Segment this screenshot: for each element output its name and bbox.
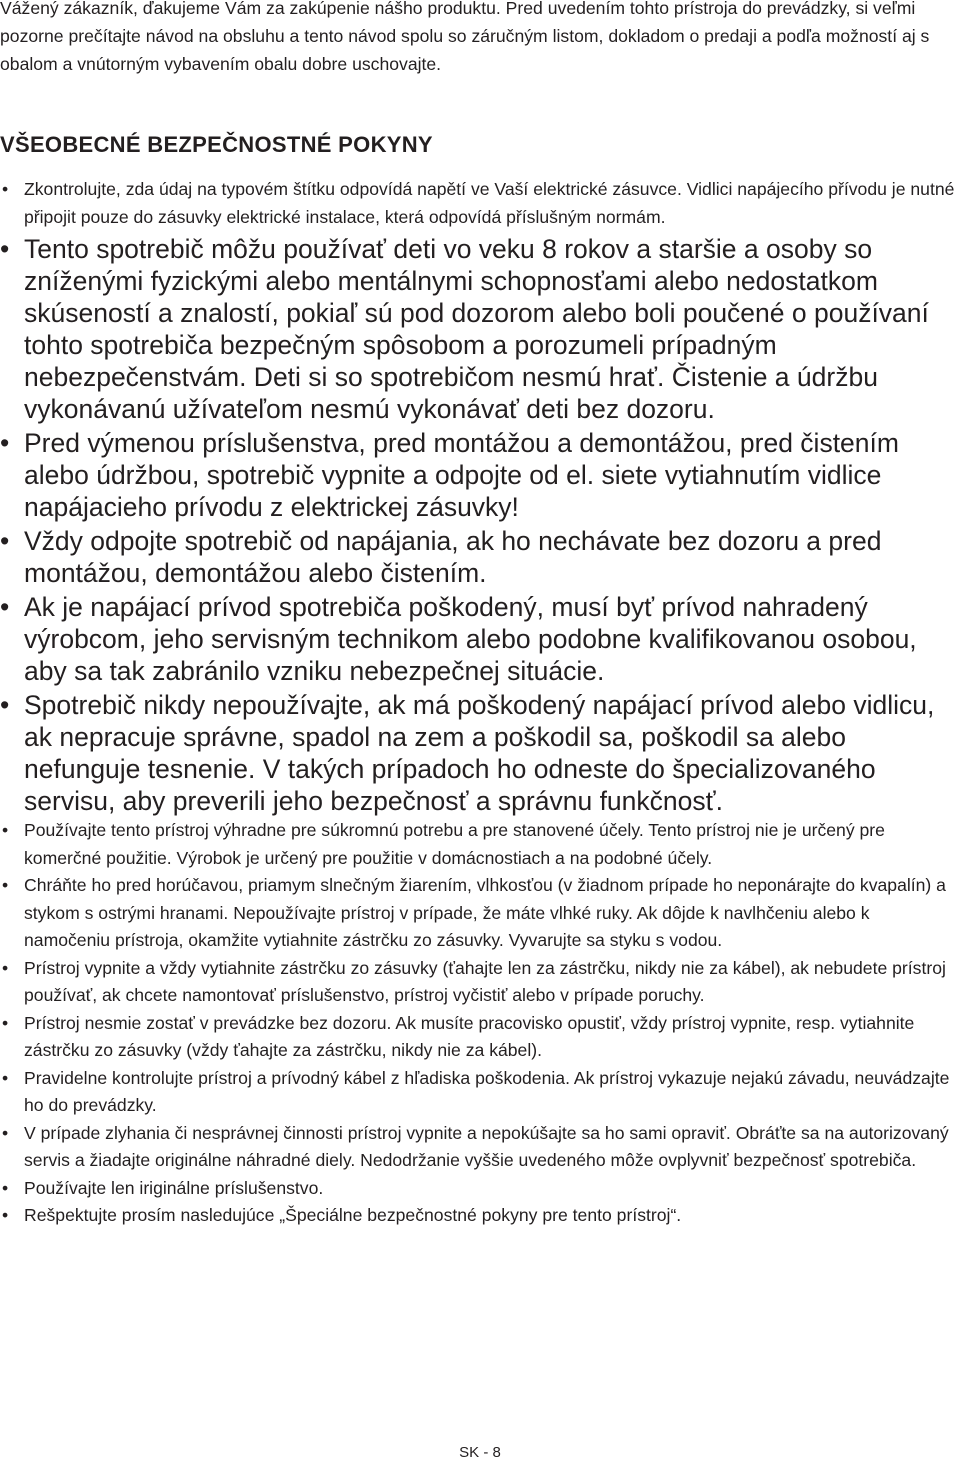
list-item: [0, 955, 956, 1010]
safety-list: [0, 176, 956, 1230]
intro-paragraph: Vážený zákazník, ďakujeme Vám za zakúpenie nášho produktu. Pred uvedením tohto prístroja do prevádzky, si veľmi pozorne prečítajte návod na obsluhu a tento návod spolu so záručným listom, dokladom o predaji a podľa možností aj s obalom a vnútorným vybavením obalu dobre uschovajte.: [0, 0, 930, 74]
list-item: [0, 233, 956, 425]
list-item-text: Používajte tento prístroj výhradne pre súkromnú potrebu a pre stanovené účely. Tento prístroj nie je určený pre komerčné použitie. Výrobok je určený pre použitie v domácnostiach a na podobné účely.: [24, 820, 885, 868]
list-item-text: Prístroj vypnite a vždy vytiahnite zástrčku zo zásuvky (ťahajte len za zástrčku, nikdy nie za kábel), ak nebudete prístroj používať, ak chcete namontovať príslušenstvo, prístroj vyčistiť alebo v prípade poruchy.: [24, 957, 946, 1005]
list-item: [0, 1175, 956, 1203]
list-item: [0, 1065, 956, 1120]
list-item-text: Vždy odpojte spotrebič od napájania, ak ho nechávate bez dozoru a pred montážou, demontážou alebo čistením.: [24, 526, 882, 588]
bullet-icon: •: [2, 1067, 9, 1088]
section-heading: VŠEOBECNÉ BEZPEČNOSTNÉ POKYNY: [0, 132, 433, 157]
list-item-text: Rešpektujte prosím nasledujúce „Špeciálne bezpečnostné pokyny pre tento prístroj“.: [24, 1205, 682, 1225]
bullet-icon: •: [2, 957, 9, 978]
bullet-icon: •: [2, 1122, 9, 1143]
list-item-text: Pred výmenou príslušenstva, pred montážou a demontážou, pred čistením alebo údržbou, spotrebič vypnite a odpojte od el. siete vytiahnutím vidlice napájacieho prívodu z elektrickej zásuvky!: [24, 428, 899, 522]
bullet-icon: •: [0, 526, 10, 556]
bullet-icon: •: [0, 428, 10, 458]
list-item: [0, 817, 956, 872]
list-item: [0, 427, 956, 523]
list-item-text: Používajte len iriginálne príslušenstvo.: [24, 1177, 324, 1198]
bullet-icon: •: [2, 179, 9, 199]
bullet-icon: •: [2, 875, 9, 895]
list-item-text: Prístroj nesmie zostať v prevádzke bez dozoru. Ak musíte pracovisko opustiť, vždy prístroj vypnite, resp. vytiahnite zástrčku zo zásuvky (vždy ťahajte za zástrčku, nikdy nie za kábel).: [24, 1012, 915, 1060]
page-number: SK - 8: [459, 1444, 501, 1461]
bullet-icon: •: [2, 1177, 9, 1198]
list-item: [0, 1120, 956, 1175]
list-item-text: Pravidelne kontrolujte prístroj a prívodný kábel z hľadiska poškodenia. Ak prístroj vykazuje nejakú závadu, neuvádzajte ho do prevádzky.: [24, 1067, 950, 1115]
list-item-text: Zkontrolujte, zda údaj na typovém štítku odpovídá napětí ve Vaší elektrické zásuvce. Vidlici napájecího přívodu je nutné připojit pouze do zásuvky elektrické instalace, která odpovídá příslušným normám.: [24, 179, 955, 227]
list-item-text: Spotrebič nikdy nepoužívajte, ak má poškodený napájací prívod alebo vidlicu, ak nepracuje správne, spadol na zem a poškodil sa, poškodil sa alebo nefunguje tesnenie. V takých prípadoch ho odneste do špecializovaného servisu, aby preverili jeho bezpečnosť a správnu funkčnosť.: [24, 690, 935, 816]
bullet-icon: •: [2, 820, 9, 840]
bullet-icon: •: [2, 1205, 9, 1225]
list-item-text: Chráňte ho pred horúčavou, priamym slnečným žiarením, vlhkosťou (v žiadnom prípade ho neponárajte do kvapalín) a stykom s ostrými hranami. Nepoužívajte prístroj v prípade, že máte vlhké ruky. Ak dôjde k navlhčeniu alebo k namočeniu prístroja, okamžite vytiahnite zástrčku zo zásuvky. Vyvarujte sa styku s vodou.: [24, 875, 946, 950]
list-item: [0, 1202, 956, 1230]
bullet-icon: •: [0, 690, 10, 720]
list-item: [0, 591, 956, 687]
list-item: [0, 176, 956, 231]
bullet-icon: •: [2, 1012, 9, 1033]
list-item: [0, 525, 956, 589]
list-item: [0, 1010, 956, 1065]
bullet-icon: •: [0, 234, 10, 264]
bullet-icon: •: [0, 592, 10, 622]
list-item-text: Tento spotrebič môžu používať deti vo veku 8 rokov a staršie a osoby so zníženými fyzickými alebo mentálnymi schopnosťami alebo nedostatkom skúseností a znalostí, pokiaľ sú pod dozorom alebo boli poučené o používaní tohto spotrebiča bezpečným spôsobom a porozumeli prípadným nebezpečenstvám. Deti si so spotrebičom nesmú hrať. Čistenie a údržbu vykonávanú užívateľom nesmú vykonávať deti bez dozoru.: [24, 234, 929, 424]
list-item-text: V prípade zlyhania či nesprávnej činnosti prístroj vypnite a nepokúšajte sa ho sami opraviť. Obráťte sa na autorizovaný servis a žiadajte originálne náhradné diely. Nedodržanie vyššie uvedeného môže ovplyvniť bezpečnosť spotrebiča.: [24, 1122, 949, 1170]
list-item: [0, 689, 956, 817]
list-item-text: Ak je napájací prívod spotrebiča poškodený, musí byť prívod nahradený výrobcom, jeho servisným technikom alebo podobne kvalifikovanou osobou, aby sa tak zabránilo vzniku nebezpečnej situácie.: [24, 592, 917, 686]
list-item: [0, 872, 956, 955]
